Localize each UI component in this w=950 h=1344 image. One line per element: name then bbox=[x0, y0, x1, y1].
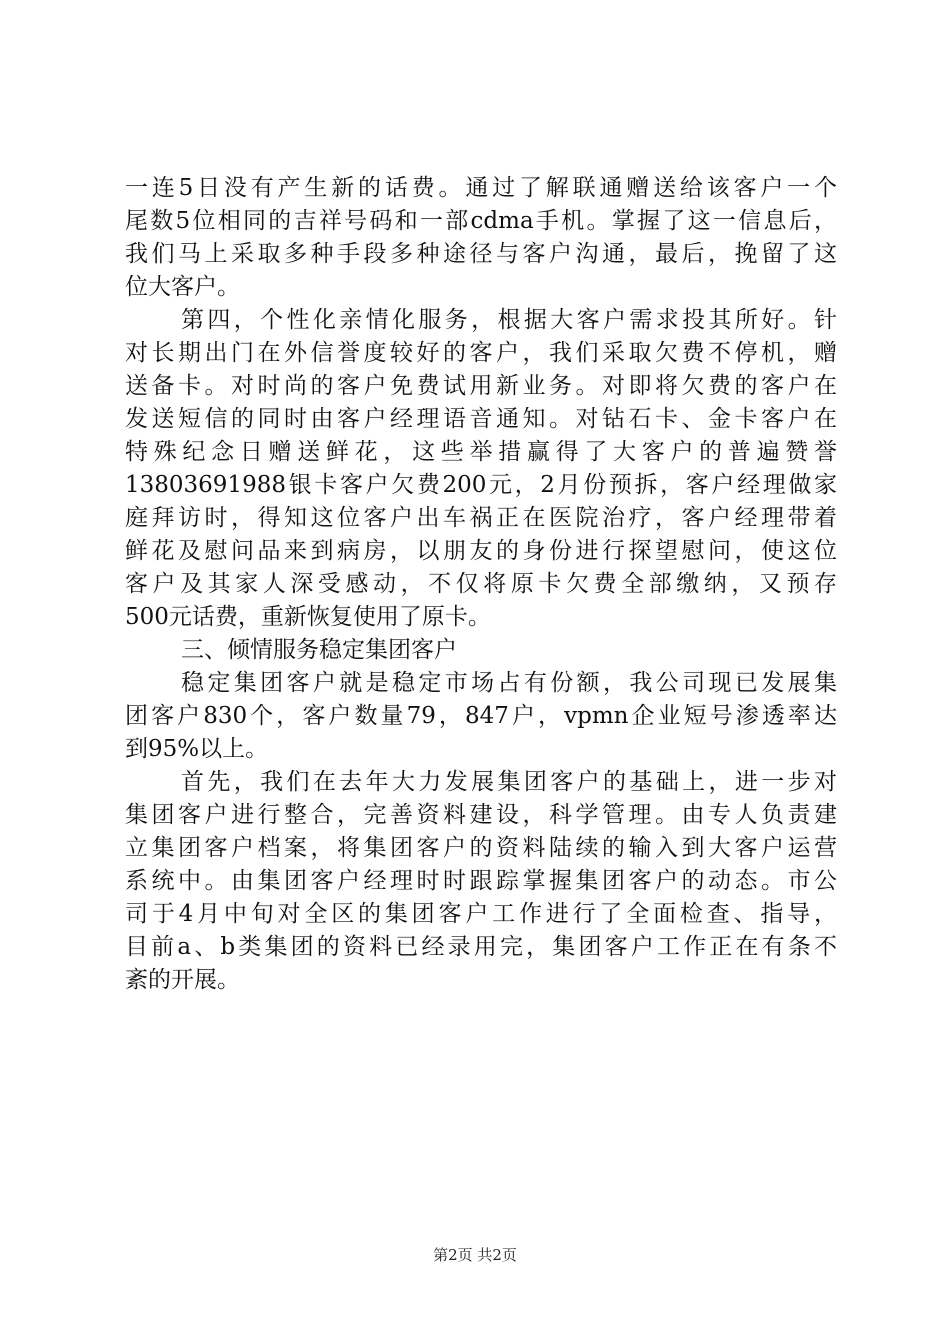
text-line: 团客户830个，客户数量79，847户，vpmn企业短号渗透率达 bbox=[125, 703, 837, 729]
text-line: 13803691988银卡客户欠费200元，2月份预拆，客户经理做家 bbox=[125, 472, 837, 498]
text-line: 到95%以上。 bbox=[125, 736, 269, 762]
text-line: 客户及其家人深受感动，不仅将原卡欠费全部缴纳，又预存 bbox=[125, 571, 837, 597]
text-line: 送备卡。对时尚的客户免费试用新业务。对即将欠费的客户在 bbox=[125, 373, 837, 399]
text-line: 500元话费，重新恢复使用了原卡。 bbox=[125, 604, 491, 630]
text-line: 鲜花及慰问品来到病房，以朋友的身份进行探望慰问，使这位 bbox=[125, 538, 837, 564]
text-line: 第四，个性化亲情化服务，根据大客户需求投其所好。针 bbox=[181, 307, 837, 333]
text-line: 尾数5位相同的吉祥号码和一部cdma手机。掌握了这一信息后， bbox=[125, 208, 837, 234]
text-line: 特殊纪念日赠送鲜花，这些举措赢得了大客户的普遍赞誉 bbox=[125, 439, 837, 465]
text-line: 我们马上采取多种手段多种途径与客户沟通，最后，挽留了这 bbox=[125, 241, 837, 267]
text-line: 位大客户。 bbox=[125, 274, 240, 300]
body-text bbox=[125, 172, 837, 997]
text-line: 首先，我们在去年大力发展集团客户的基础上，进一步对 bbox=[181, 769, 837, 795]
page-footer: 第2页 共2页 bbox=[433, 1246, 517, 1264]
text-line: 庭拜访时，得知这位客户出车祸正在医院治疗，客户经理带着 bbox=[125, 505, 837, 531]
text-line: 集团客户进行整合，完善资料建设，科学管理。由专人负责建 bbox=[125, 802, 837, 828]
text-line: 发送短信的同时由客户经理语音通知。对钻石卡、金卡客户在 bbox=[125, 406, 837, 432]
text-line: 司于4月中旬对全区的集团客户工作进行了全面检查、指导， bbox=[125, 901, 837, 927]
text-line: 目前a、b类集团的资料已经录用完，集团客户工作正在有条不 bbox=[125, 934, 837, 960]
text-line: 系统中。由集团客户经理时时跟踪掌握集团客户的动态。市公 bbox=[125, 868, 837, 894]
text-line: 紊的开展。 bbox=[125, 967, 240, 993]
text-line: 三、倾情服务稳定集团客户 bbox=[181, 637, 457, 663]
text-line: 稳定集团客户就是稳定市场占有份额，我公司现已发展集 bbox=[181, 670, 837, 696]
text-line: 立集团客户档案，将集团客户的资料陆续的输入到大客户运营 bbox=[125, 835, 837, 861]
text-line: 一连5日没有产生新的话费。通过了解联通赠送给该客户一个 bbox=[125, 175, 837, 201]
text-line: 对长期出门在外信誉度较好的客户，我们采取欠费不停机，赠 bbox=[125, 340, 837, 366]
